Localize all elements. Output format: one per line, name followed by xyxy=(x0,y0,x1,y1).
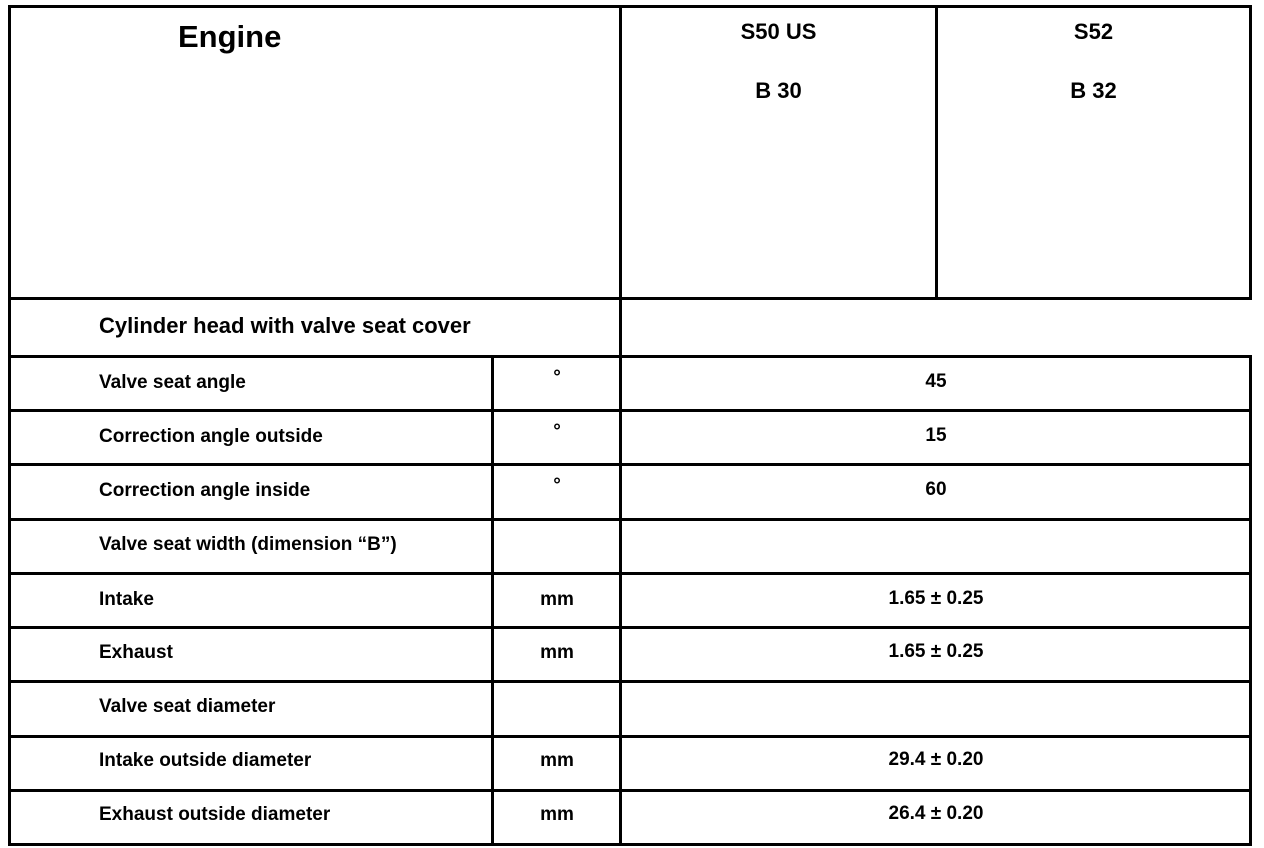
table-border-right xyxy=(1249,5,1252,300)
row-label: Valve seat angle xyxy=(99,372,246,393)
row-divider xyxy=(8,572,1252,575)
row-label: Exhaust outside diameter xyxy=(99,804,331,825)
row-label: Exhaust xyxy=(99,642,173,663)
row-unit: mm xyxy=(540,804,574,825)
row-unit: ° xyxy=(553,421,561,442)
row-divider xyxy=(8,789,1252,792)
row-divider xyxy=(8,409,1252,412)
row-label: Valve seat diameter xyxy=(99,696,276,717)
row-label: Intake xyxy=(99,589,154,610)
row-divider xyxy=(8,735,1252,738)
row-value: 15 xyxy=(925,425,947,446)
row-value: 29.4 ± 0.20 xyxy=(888,749,984,770)
row-unit: ° xyxy=(553,367,561,388)
row-value: 26.4 ± 0.20 xyxy=(888,803,984,824)
engine-col1-variant: B 30 xyxy=(755,78,802,103)
header-bottom-rule xyxy=(8,297,1252,300)
row-divider xyxy=(8,680,1252,683)
row-unit: mm xyxy=(540,642,574,663)
row-value: 1.65 ± 0.25 xyxy=(888,641,984,662)
section-title: Cylinder head with valve seat cover xyxy=(99,313,471,338)
engine-col2-variant: B 32 xyxy=(1070,78,1117,103)
table-border-left xyxy=(8,5,11,846)
row-label: Intake outside diameter xyxy=(99,750,312,771)
row-label: Correction angle inside xyxy=(99,480,311,501)
row-value: 60 xyxy=(925,479,947,500)
row-unit: mm xyxy=(540,589,574,610)
row-divider xyxy=(8,463,1252,466)
row-divider xyxy=(8,355,1252,358)
row-value: 45 xyxy=(925,371,947,392)
row-unit: ° xyxy=(553,475,561,496)
row-label: Correction angle outside xyxy=(99,426,323,447)
engine-col1-model: S50 US xyxy=(740,19,817,44)
row-divider xyxy=(8,626,1252,629)
row-divider xyxy=(8,518,1252,521)
row-value: 1.65 ± 0.25 xyxy=(888,588,984,609)
table-border-top xyxy=(8,5,1252,8)
table-border-bottom xyxy=(8,843,1252,846)
row-label: Valve seat width (dimension “B”) xyxy=(99,534,397,555)
column-divider xyxy=(935,5,938,300)
engine-col2-model: S52 xyxy=(1073,19,1114,44)
row-unit: mm xyxy=(540,750,574,771)
engine-heading: Engine xyxy=(178,19,282,54)
